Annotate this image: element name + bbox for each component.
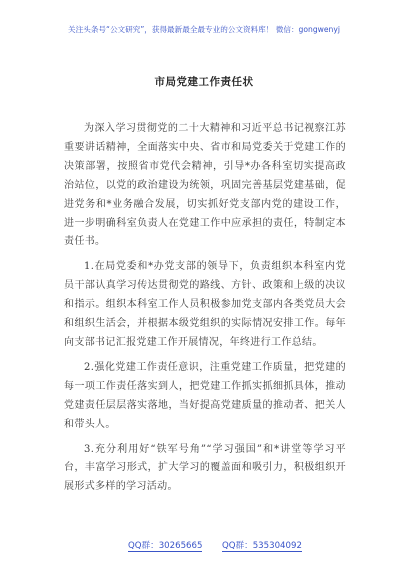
footer-contact bbox=[0, 539, 408, 553]
intro-paragraph: 为深入学习贯彻党的二十大精神和习近平总书记视察江苏重要讲话精神，全面落实中央、省市和局党委关于党建工作的决策部署，按照省市党代会精神，引导*办各科室切实提高政治站位，以党的政治建设为统领，巩固完善基层党建基础，促进党务和*业务融合发展，切实抓好党支部内党的建设工作，进一步明确科室负责人在党建工作中应承担的责任，特制定本责任书。 bbox=[64, 123, 346, 248]
clause-2-paragraph: 2.强化党建工作责任意识，注重党建工作质量，把党建的每一项工作责任落实到人，把党建工作抓实抓细抓具体，推动党建责任层层落实落地，当好提高党建质量的推动者、把关人和带头人。 bbox=[64, 361, 346, 430]
qq-group-link-2[interactable]: QQ群：535304092 bbox=[222, 541, 302, 551]
qq-group-link-1[interactable]: QQ群：30265665 bbox=[128, 541, 203, 551]
document-body bbox=[64, 120, 346, 493]
document-title: 市局党建工作责任状 bbox=[154, 76, 254, 88]
clause-1-paragraph: 1.在局党委和*办党支部的领导下，负责组织本科室内党员干部认真学习传达贯彻党的路线、方针、政策和上级的决议和指示。组织本科室工作人员积极参加党支部内各类党员大会和组织生活会，并根据本级党组织的实际情况安排工作。每年向支部书记汇报党建工作开展情况，年终进行工作总结。 bbox=[64, 261, 346, 348]
clause-3-paragraph: 3.充分利用好“铁军号角”“学习强国”和*讲堂等学习平台，丰富学习形式，扩大学习的覆盖面和吸引力，积极组织开展形式多样的学习活动。 bbox=[64, 443, 346, 493]
top-promo-banner: 关注头条号“公文研究”，获得最新最全最专业的公文资料库！ 微信：gongwenyj bbox=[68, 25, 340, 34]
